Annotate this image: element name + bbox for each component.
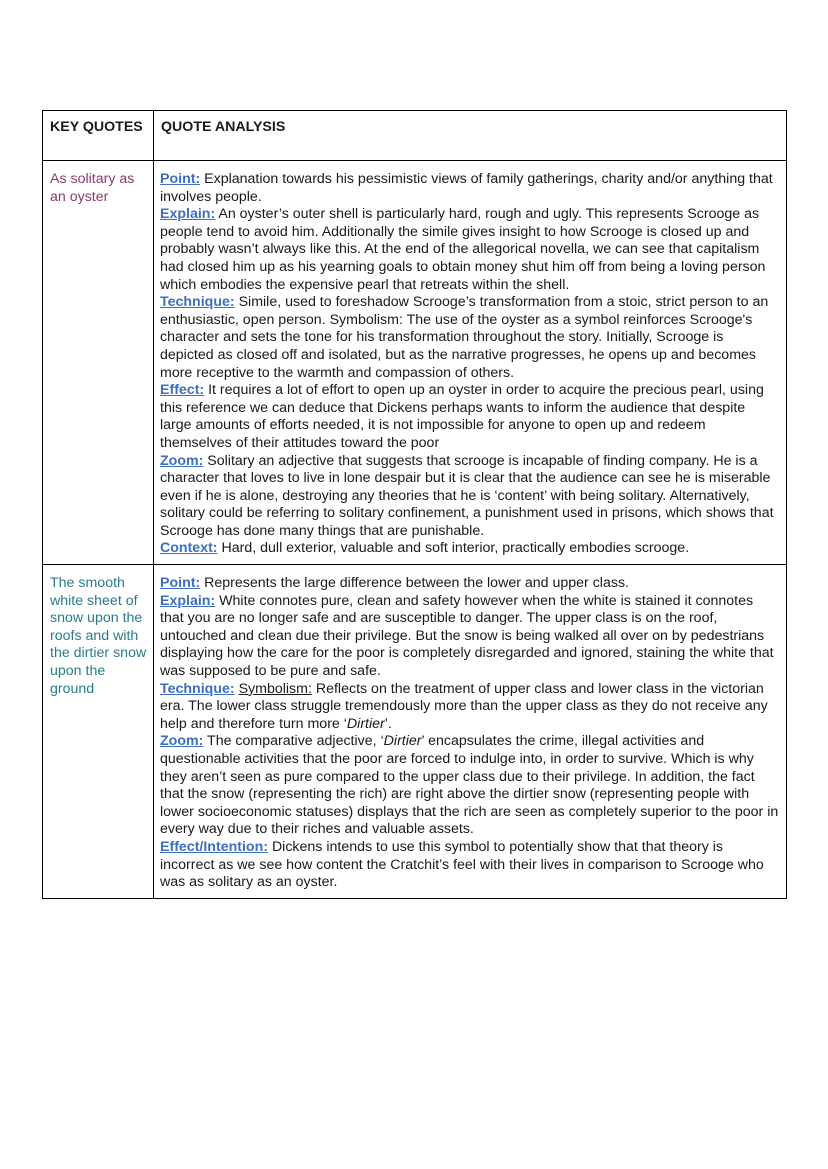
analysis-effect-intention [160,839,780,892]
analysis-point [160,575,780,593]
section-text: The comparative adjective, ‘ [207,733,384,750]
section-text: Solitary an adjective that suggests that scrooge is incapable of finding company. He is a character that loves to live in lone despair but it is clear that the audience can see he is miserable even if he is alone, destroying any theories that he is ‘content’ with being solitary. Alternatively, solitary could be referring to solitary confinement, a punishment used in prisons, which shows that Scrooge has done many things that are punishable. [160,452,774,539]
table-header-row [43,111,787,161]
section-text: White connotes pure, clean and safety however when the white is stained it connotes that you are no longer safe and are susceptible to danger. The upper class is on the roof, untouched and clean due their privilege. But the snow is being walked all over on by pedestrians displaying how the care for the poor is completely disregarded and ignored, staining the white that was supposed to be pure and safe. [160,592,774,680]
section-text-end: ’ encapsulates the crime, illegal activities and questionable activities that the poor are forced to indulge into, in order to survive. Which is why they aren’t seen as pure compared to the upper class due to their privilege. In addition, the fact that the snow (representing the rich) are right above the dirtier snow (representing people with lower socioeconomic statuses) displays that the rich are seen as completely superior to the poor in every way due to their riches and valuable assets. [160,733,779,838]
section-label: Zoom: [160,733,204,750]
section-label: Explain: [160,206,216,223]
section-italic: Dirtier [346,715,385,732]
table-row [43,565,787,899]
section-label: Effect/Intention: [160,838,268,855]
analysis-explain [160,593,780,681]
analysis-technique [160,681,780,734]
section-label: Effect: [160,382,205,399]
section-label: Explain: [160,592,216,609]
key-quote-oyster: As solitary as an oyster [43,161,154,565]
analysis-zoom [160,453,780,541]
section-text: Simile, used to foreshadow Scrooge’s transformation from a stoic, strict person to an enthusiastic, open person. Symbolism: The use of the oyster as a symbol reinforces Scrooge's character and sets the tone for his transformation throughout the story. Initially, Scrooge is depicted as closed off and isolated, but as the narrative progresses, he opens up and becomes more receptive to the warmth and compassion of others. [160,294,769,381]
analysis-effect [160,382,780,452]
section-text: Explanation towards his pessimistic views of family gatherings, charity and/or anything that involves people. [160,171,773,205]
analysis-oyster [154,161,787,565]
section-label: Zoom: [160,452,204,469]
key-quote-snow: The smooth white sheet of snow upon the roofs and with the dirtier snow upon the ground [43,565,154,899]
section-text: Hard, dull exterior, valuable and soft interior, practically embodies scrooge. [221,540,690,557]
section-text: Represents the large difference between the lower and upper class. [204,575,629,592]
quote-analysis-table [42,110,787,899]
analysis-point [160,171,780,206]
section-italic: Dirtier [383,733,422,750]
section-text: Reflects on the treatment of upper class and lower class in the victorian era. The lower class struggle tremendously more than the upper class as they do not receive any help and therefore turn more ‘ [160,680,768,732]
section-text-end: ’. [384,715,392,732]
section-text: Dickens intends to use this symbol to potentially show that that theory is incorrect as we see how content the Cratchit’s feel with their lives in comparison to Scrooge who was as solitary as an oyster. [160,838,764,891]
analysis-context [160,540,780,558]
section-label: Context: [160,540,218,557]
header-key-quotes: KEY QUOTES [43,111,154,161]
section-sublabel: Symbolism: [238,680,312,697]
section-label: Technique: [160,294,235,311]
analysis-zoom [160,733,780,839]
section-text: It requires a lot of effort to open up an oyster in order to acquire the precious pearl, using this reference we can deduce that Dickens perhaps wants to inform the audience that despite large amounts of efforts needed, it is not impossible for anyone to open up and redeem themselves of their attitudes toward the poor [160,382,764,451]
section-label: Technique: [160,680,235,697]
table-row [43,161,787,565]
header-quote-analysis: QUOTE ANALYSIS [154,111,787,161]
analysis-explain [160,206,780,294]
analysis-snow [154,565,787,899]
section-text: An oyster’s outer shell is particularly hard, rough and ugly. This represents Scrooge as people tend to avoid him. Additionally the simile gives insight to how Scrooge is closed up and probably wasn’t always like this. At the end of the allegorical novella, we can see that capitalism had closed him up as his yearning goals to obtain money shut him off from being a loving person which embodies the expensive pearl that retreats within the shell. [160,206,766,293]
section-label: Point: [160,171,201,187]
section-label: Point: [160,575,201,592]
analysis-technique [160,294,780,382]
